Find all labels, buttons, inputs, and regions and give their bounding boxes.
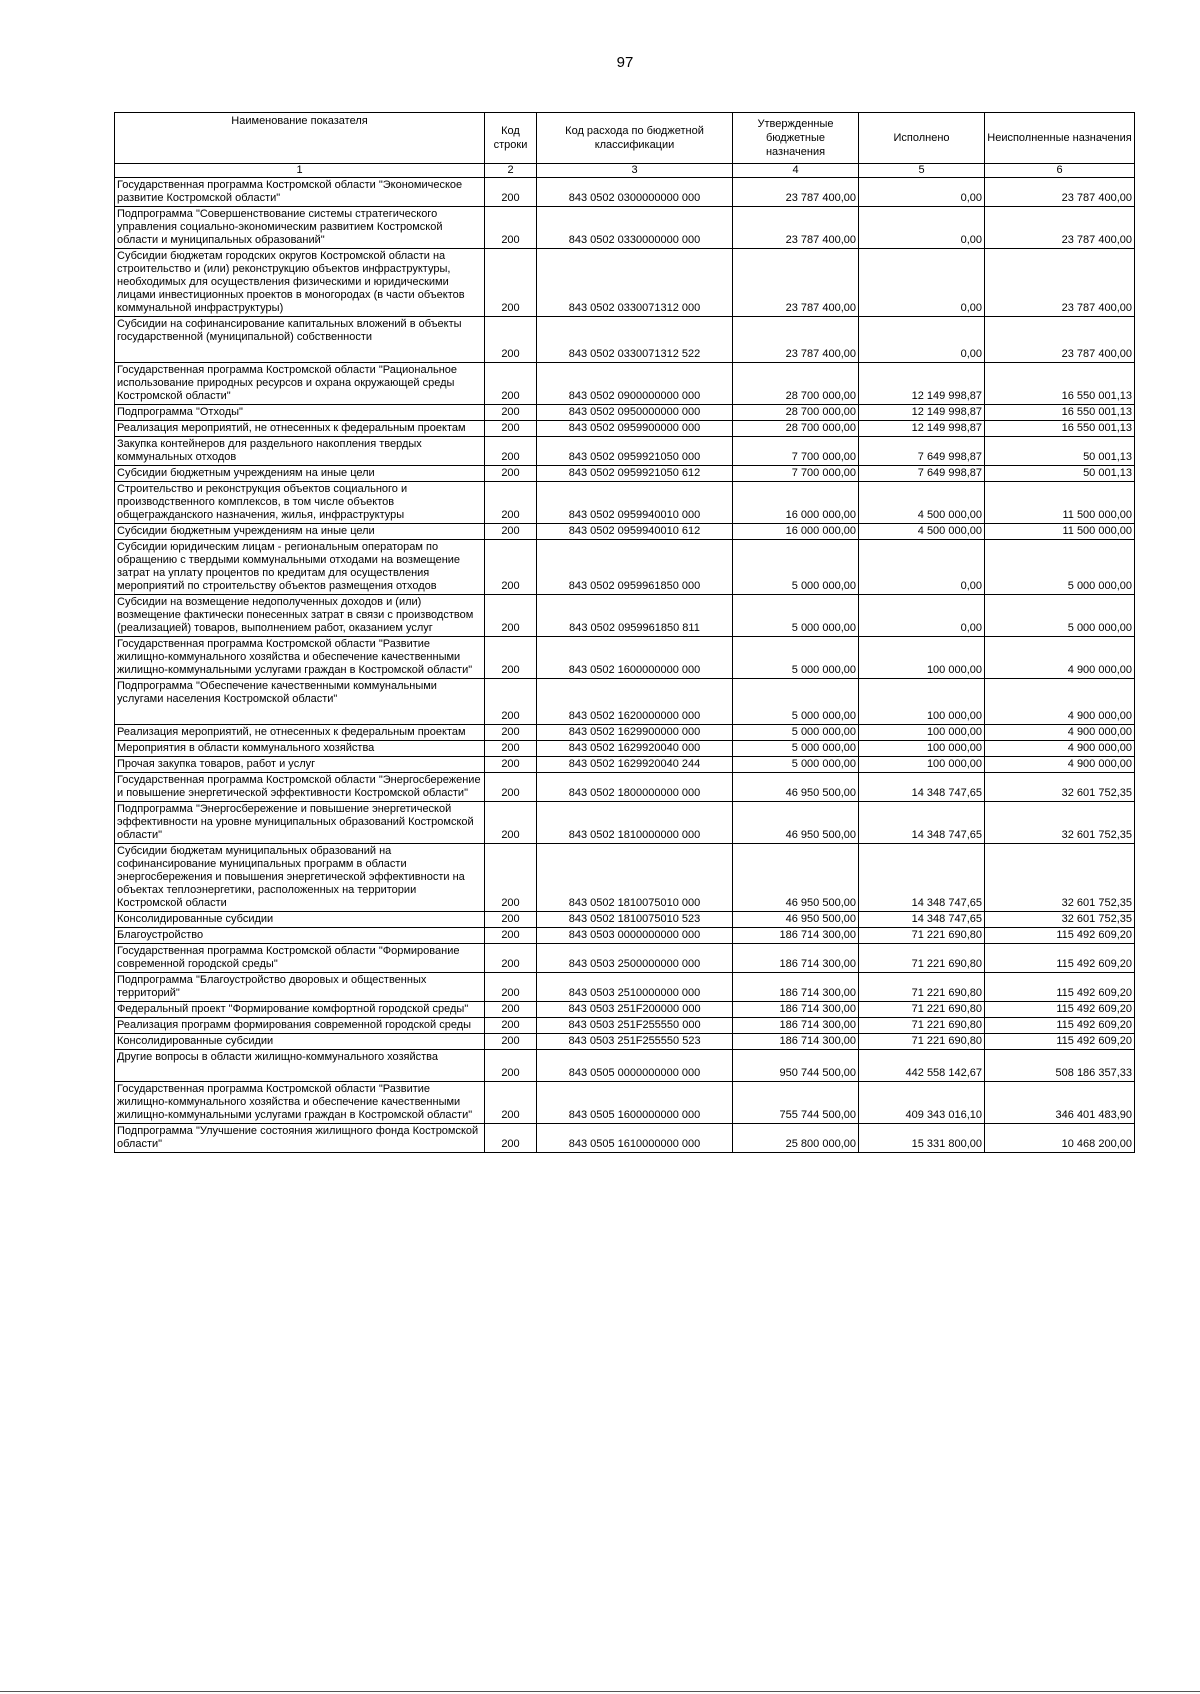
expense-code-cell: 843 0502 0300000000 000 (537, 178, 733, 207)
executed-amount-cell: 71 221 690,80 (859, 1018, 985, 1034)
executed-amount-cell: 0,00 (859, 595, 985, 637)
table-row (115, 637, 1135, 679)
indicator-name-cell: Другие вопросы в области жилищно-коммунального хозяйства (115, 1050, 485, 1082)
line-code-cell: 200 (485, 944, 537, 973)
indicator-name-cell: Субсидии бюджетам городских округов Костромской области на строительство и (или) реконструкцию объектов инфраструктуры, необходимых для осуществления физическими и юридическими лицами инвестиционных проектов в моногородах (в части объектов коммунальной инфраструктуры) (115, 249, 485, 317)
table-row (115, 207, 1135, 249)
unexecuted-amount-cell: 115 492 609,20 (985, 973, 1135, 1002)
page-number: 97 (616, 54, 634, 71)
approved-amount-cell: 16 000 000,00 (733, 524, 859, 540)
table-row (115, 773, 1135, 802)
header-expense-code: Код расхода по бюджетной классификации (537, 113, 733, 164)
table-row (115, 482, 1135, 524)
expense-code-cell: 843 0503 251F255550 000 (537, 1018, 733, 1034)
indicator-name-cell: Строительство и реконструкция объектов социального и производственного комплексов, в том числе объектов общегражданского назначения, жилья, инфраструктуры (115, 482, 485, 524)
page-bottom-rule (0, 1691, 1200, 1692)
unexecuted-amount-cell: 4 900 000,00 (985, 637, 1135, 679)
expense-code-cell: 843 0502 1629920040 244 (537, 757, 733, 773)
table-row (115, 802, 1135, 844)
approved-amount-cell: 46 950 500,00 (733, 844, 859, 912)
table-row (115, 363, 1135, 405)
unexecuted-amount-cell: 346 401 483,90 (985, 1082, 1135, 1124)
table-row (115, 524, 1135, 540)
expense-code-cell: 843 0505 0000000000 000 (537, 1050, 733, 1082)
approved-amount-cell: 5 000 000,00 (733, 679, 859, 725)
indicator-name-cell: Субсидии бюджетным учреждениям на иные цели (115, 466, 485, 482)
line-code-cell: 200 (485, 249, 537, 317)
line-code-cell: 200 (485, 802, 537, 844)
indicator-name-cell: Государственная программа Костромской области "Экономическое развитие Костромской области" (115, 178, 485, 207)
unexecuted-amount-cell: 508 186 357,33 (985, 1050, 1135, 1082)
table-row (115, 466, 1135, 482)
expense-code-cell: 843 0502 0959940010 000 (537, 482, 733, 524)
expense-code-cell: 843 0502 0950000000 000 (537, 405, 733, 421)
indicator-name-cell: Субсидии бюджетным учреждениям на иные цели (115, 524, 485, 540)
unexecuted-amount-cell: 115 492 609,20 (985, 928, 1135, 944)
executed-amount-cell: 0,00 (859, 540, 985, 595)
executed-amount-cell: 12 149 998,87 (859, 405, 985, 421)
indicator-name-cell: Консолидированные субсидии (115, 1034, 485, 1050)
executed-amount-cell: 409 343 016,10 (859, 1082, 985, 1124)
executed-amount-cell: 14 348 747,65 (859, 802, 985, 844)
unexecuted-amount-cell: 23 787 400,00 (985, 178, 1135, 207)
executed-amount-cell: 71 221 690,80 (859, 1034, 985, 1050)
expense-code-cell: 843 0502 1600000000 000 (537, 637, 733, 679)
expense-code-cell: 843 0502 0959921050 000 (537, 437, 733, 466)
expense-code-cell: 843 0502 0959961850 000 (537, 540, 733, 595)
expense-code-cell: 843 0503 251F200000 000 (537, 1002, 733, 1018)
unexecuted-amount-cell: 50 001,13 (985, 437, 1135, 466)
executed-amount-cell: 0,00 (859, 317, 985, 363)
approved-amount-cell: 46 950 500,00 (733, 912, 859, 928)
approved-amount-cell: 5 000 000,00 (733, 595, 859, 637)
table-row (115, 1034, 1135, 1050)
line-code-cell: 200 (485, 741, 537, 757)
executed-amount-cell: 100 000,00 (859, 637, 985, 679)
expense-code-cell: 843 0502 0959940010 612 (537, 524, 733, 540)
approved-amount-cell: 186 714 300,00 (733, 1018, 859, 1034)
expense-code-cell: 843 0502 1800000000 000 (537, 773, 733, 802)
table-row (115, 317, 1135, 363)
unexecuted-amount-cell: 23 787 400,00 (985, 317, 1135, 363)
budget-execution-table (114, 112, 1135, 1153)
line-code-cell: 200 (485, 1082, 537, 1124)
table-row (115, 1124, 1135, 1153)
line-code-cell: 200 (485, 1124, 537, 1153)
line-code-cell: 200 (485, 207, 537, 249)
table-row (115, 741, 1135, 757)
table-row (115, 1050, 1135, 1082)
executed-amount-cell: 4 500 000,00 (859, 524, 985, 540)
unexecuted-amount-cell: 10 468 200,00 (985, 1124, 1135, 1153)
table-row (115, 679, 1135, 725)
approved-amount-cell: 5 000 000,00 (733, 540, 859, 595)
approved-amount-cell: 46 950 500,00 (733, 802, 859, 844)
approved-amount-cell: 28 700 000,00 (733, 421, 859, 437)
indicator-name-cell: Подпрограмма "Отходы" (115, 405, 485, 421)
table-row (115, 1082, 1135, 1124)
expense-code-cell: 843 0503 251F255550 523 (537, 1034, 733, 1050)
line-code-cell: 200 (485, 928, 537, 944)
expense-code-cell: 843 0502 0330071312 000 (537, 249, 733, 317)
line-code-cell: 200 (485, 1018, 537, 1034)
column-number: 3 (537, 164, 733, 178)
executed-amount-cell: 15 331 800,00 (859, 1124, 985, 1153)
table-row (115, 928, 1135, 944)
table-row (115, 844, 1135, 912)
expense-code-cell: 843 0505 1610000000 000 (537, 1124, 733, 1153)
unexecuted-amount-cell: 115 492 609,20 (985, 1034, 1135, 1050)
line-code-cell: 200 (485, 679, 537, 725)
expense-code-cell: 843 0502 1629920040 000 (537, 741, 733, 757)
approved-amount-cell: 23 787 400,00 (733, 207, 859, 249)
unexecuted-amount-cell: 115 492 609,20 (985, 944, 1135, 973)
table-row (115, 595, 1135, 637)
expense-code-cell: 843 0502 1620000000 000 (537, 679, 733, 725)
line-code-cell: 200 (485, 637, 537, 679)
column-number: 5 (859, 164, 985, 178)
indicator-name-cell: Консолидированные субсидии (115, 912, 485, 928)
expense-code-cell: 843 0502 0330000000 000 (537, 207, 733, 249)
expense-code-cell: 843 0502 0330071312 522 (537, 317, 733, 363)
table-row (115, 944, 1135, 973)
indicator-name-cell: Государственная программа Костромской области "Рациональное использование природных ресурсов и охрана окружающей среды Костромской области" (115, 363, 485, 405)
approved-amount-cell: 28 700 000,00 (733, 363, 859, 405)
unexecuted-amount-cell: 32 601 752,35 (985, 773, 1135, 802)
column-number: 2 (485, 164, 537, 178)
line-code-cell: 200 (485, 524, 537, 540)
line-code-cell: 200 (485, 844, 537, 912)
executed-amount-cell: 4 500 000,00 (859, 482, 985, 524)
unexecuted-amount-cell: 115 492 609,20 (985, 1018, 1135, 1034)
executed-amount-cell: 100 000,00 (859, 741, 985, 757)
table-body (115, 178, 1135, 1153)
executed-amount-cell: 0,00 (859, 207, 985, 249)
unexecuted-amount-cell: 16 550 001,13 (985, 421, 1135, 437)
line-code-cell: 200 (485, 1002, 537, 1018)
indicator-name-cell: Мероприятия в области коммунального хозяйства (115, 741, 485, 757)
executed-amount-cell: 100 000,00 (859, 725, 985, 741)
indicator-name-cell: Реализация мероприятий, не отнесенных к федеральным проектам (115, 725, 485, 741)
table-row (115, 1002, 1135, 1018)
unexecuted-amount-cell: 11 500 000,00 (985, 524, 1135, 540)
indicator-name-cell: Федеральный проект "Формирование комфортной городской среды" (115, 1002, 485, 1018)
approved-amount-cell: 5 000 000,00 (733, 637, 859, 679)
expense-code-cell: 843 0502 0959900000 000 (537, 421, 733, 437)
expense-code-cell: 843 0502 1810075010 000 (537, 844, 733, 912)
line-code-cell: 200 (485, 773, 537, 802)
indicator-name-cell: Государственная программа Костромской области "Развитие жилищно-коммунального хозяйства и обеспечение качественными жилищно-коммунальными услугами граждан в Костромской области" (115, 637, 485, 679)
line-code-cell: 200 (485, 912, 537, 928)
indicator-name-cell: Государственная программа Костромской области "Развитие жилищно-коммунального хозяйства и обеспечение качественными жилищно-коммунальными услугами граждан в Костромской области" (115, 1082, 485, 1124)
indicator-name-cell: Прочая закупка товаров, работ и услуг (115, 757, 485, 773)
executed-amount-cell: 71 221 690,80 (859, 928, 985, 944)
indicator-name-cell: Подпрограмма "Совершенствование системы стратегического управления социально-экономическим развитием Костромской области и муниципальных образований" (115, 207, 485, 249)
unexecuted-amount-cell: 4 900 000,00 (985, 725, 1135, 741)
indicator-name-cell: Подпрограмма "Энергосбережение и повышение энергетической эффективности на уровне муниципальных образований Костромской области" (115, 802, 485, 844)
line-code-cell: 200 (485, 595, 537, 637)
header-line-code: Код строки (485, 113, 537, 164)
unexecuted-amount-cell: 4 900 000,00 (985, 679, 1135, 725)
expense-code-cell: 843 0503 2500000000 000 (537, 944, 733, 973)
indicator-name-cell: Субсидии на возмещение недополученных доходов и (или) возмещение фактически понесенных затрат в связи с производством (реализацией) товаров, выполнением работ, оказанием услуг (115, 595, 485, 637)
header-executed: Исполнено (859, 113, 985, 164)
indicator-name-cell: Реализация мероприятий, не отнесенных к федеральным проектам (115, 421, 485, 437)
table-row (115, 405, 1135, 421)
executed-amount-cell: 14 348 747,65 (859, 844, 985, 912)
unexecuted-amount-cell: 5 000 000,00 (985, 540, 1135, 595)
approved-amount-cell: 46 950 500,00 (733, 773, 859, 802)
table-row (115, 725, 1135, 741)
column-number-row (115, 164, 1135, 178)
header-indicator-name: Наименование показателя (115, 113, 485, 164)
line-code-cell: 200 (485, 405, 537, 421)
executed-amount-cell: 100 000,00 (859, 757, 985, 773)
table-row (115, 1018, 1135, 1034)
indicator-name-cell: Государственная программа Костромской области "Формирование современной городской среды" (115, 944, 485, 973)
line-code-cell: 200 (485, 973, 537, 1002)
executed-amount-cell: 12 149 998,87 (859, 421, 985, 437)
table-row (115, 540, 1135, 595)
table-row (115, 912, 1135, 928)
column-number: 4 (733, 164, 859, 178)
header-approved: Утвержденные бюджетные назначения (733, 113, 859, 164)
approved-amount-cell: 5 000 000,00 (733, 741, 859, 757)
executed-amount-cell: 7 649 998,87 (859, 466, 985, 482)
executed-amount-cell: 71 221 690,80 (859, 1002, 985, 1018)
line-code-cell: 200 (485, 540, 537, 595)
executed-amount-cell: 12 149 998,87 (859, 363, 985, 405)
executed-amount-cell: 7 649 998,87 (859, 437, 985, 466)
approved-amount-cell: 23 787 400,00 (733, 317, 859, 363)
executed-amount-cell: 71 221 690,80 (859, 944, 985, 973)
unexecuted-amount-cell: 23 787 400,00 (985, 207, 1135, 249)
approved-amount-cell: 755 744 500,00 (733, 1082, 859, 1124)
unexecuted-amount-cell: 32 601 752,35 (985, 912, 1135, 928)
indicator-name-cell: Государственная программа Костромской области "Энергосбережение и повышение энергетической эффективности Костромской области" (115, 773, 485, 802)
executed-amount-cell: 0,00 (859, 178, 985, 207)
executed-amount-cell: 100 000,00 (859, 679, 985, 725)
expense-code-cell: 843 0505 1600000000 000 (537, 1082, 733, 1124)
indicator-name-cell: Подпрограмма "Улучшение состояния жилищного фонда Костромской области" (115, 1124, 485, 1153)
table-row (115, 757, 1135, 773)
unexecuted-amount-cell: 16 550 001,13 (985, 405, 1135, 421)
line-code-cell: 200 (485, 421, 537, 437)
indicator-name-cell: Благоустройство (115, 928, 485, 944)
unexecuted-amount-cell: 16 550 001,13 (985, 363, 1135, 405)
unexecuted-amount-cell: 50 001,13 (985, 466, 1135, 482)
expense-code-cell: 843 0502 1810000000 000 (537, 802, 733, 844)
approved-amount-cell: 186 714 300,00 (733, 1034, 859, 1050)
approved-amount-cell: 28 700 000,00 (733, 405, 859, 421)
approved-amount-cell: 25 800 000,00 (733, 1124, 859, 1153)
unexecuted-amount-cell: 115 492 609,20 (985, 1002, 1135, 1018)
executed-amount-cell: 442 558 142,67 (859, 1050, 985, 1082)
line-code-cell: 200 (485, 466, 537, 482)
table-row (115, 437, 1135, 466)
unexecuted-amount-cell: 4 900 000,00 (985, 757, 1135, 773)
executed-amount-cell: 71 221 690,80 (859, 973, 985, 1002)
line-code-cell: 200 (485, 363, 537, 405)
approved-amount-cell: 23 787 400,00 (733, 249, 859, 317)
unexecuted-amount-cell: 4 900 000,00 (985, 741, 1135, 757)
executed-amount-cell: 14 348 747,65 (859, 773, 985, 802)
line-code-cell: 200 (485, 178, 537, 207)
header-unexecuted: Неисполненные назначения (985, 113, 1135, 164)
column-number: 1 (115, 164, 485, 178)
approved-amount-cell: 186 714 300,00 (733, 928, 859, 944)
unexecuted-amount-cell: 11 500 000,00 (985, 482, 1135, 524)
indicator-name-cell: Субсидии юридическим лицам - региональным операторам по обращению с твердыми коммунальными отходами на возмещение затрат на уплату процентов по кредитам для осуществления мероприятий по строительству объектов размещения отходов (115, 540, 485, 595)
approved-amount-cell: 7 700 000,00 (733, 466, 859, 482)
approved-amount-cell: 186 714 300,00 (733, 944, 859, 973)
expense-code-cell: 843 0502 1629900000 000 (537, 725, 733, 741)
table-row (115, 421, 1135, 437)
unexecuted-amount-cell: 23 787 400,00 (985, 249, 1135, 317)
approved-amount-cell: 186 714 300,00 (733, 973, 859, 1002)
expense-code-cell: 843 0503 0000000000 000 (537, 928, 733, 944)
line-code-cell: 200 (485, 725, 537, 741)
table-row (115, 973, 1135, 1002)
indicator-name-cell: Субсидии бюджетам муниципальных образований на софинансирование муниципальных программ в области энергосбережения и повышения энергетической эффективности на объектах теплоэнергетики, расположенных на территории Костромской области (115, 844, 485, 912)
expense-code-cell: 843 0502 1810075010 523 (537, 912, 733, 928)
indicator-name-cell: Подпрограмма "Обеспечение качественными коммунальными услугами населения Костромской области" (115, 679, 485, 725)
table-row (115, 178, 1135, 207)
approved-amount-cell: 5 000 000,00 (733, 757, 859, 773)
executed-amount-cell: 14 348 747,65 (859, 912, 985, 928)
expense-code-cell: 843 0502 0959961850 811 (537, 595, 733, 637)
approved-amount-cell: 186 714 300,00 (733, 1002, 859, 1018)
unexecuted-amount-cell: 32 601 752,35 (985, 802, 1135, 844)
line-code-cell: 200 (485, 1050, 537, 1082)
line-code-cell: 200 (485, 437, 537, 466)
approved-amount-cell: 23 787 400,00 (733, 178, 859, 207)
table-row (115, 249, 1135, 317)
approved-amount-cell: 16 000 000,00 (733, 482, 859, 524)
indicator-name-cell: Закупка контейнеров для раздельного накопления твердых коммунальных отходов (115, 437, 485, 466)
line-code-cell: 200 (485, 482, 537, 524)
expense-code-cell: 843 0503 2510000000 000 (537, 973, 733, 1002)
approved-amount-cell: 950 744 500,00 (733, 1050, 859, 1082)
approved-amount-cell: 7 700 000,00 (733, 437, 859, 466)
unexecuted-amount-cell: 32 601 752,35 (985, 844, 1135, 912)
expense-code-cell: 843 0502 0959921050 612 (537, 466, 733, 482)
indicator-name-cell: Реализация программ формирования современной городской среды (115, 1018, 485, 1034)
line-code-cell: 200 (485, 1034, 537, 1050)
column-number: 6 (985, 164, 1135, 178)
table-header-row (115, 113, 1135, 164)
executed-amount-cell: 0,00 (859, 249, 985, 317)
line-code-cell: 200 (485, 757, 537, 773)
line-code-cell: 200 (485, 317, 537, 363)
indicator-name-cell: Субсидии на софинансирование капитальных вложений в объекты государственной (муниципальной) собственности (115, 317, 485, 363)
expense-code-cell: 843 0502 0900000000 000 (537, 363, 733, 405)
indicator-name-cell: Подпрограмма "Благоустройство дворовых и общественных территорий" (115, 973, 485, 1002)
approved-amount-cell: 5 000 000,00 (733, 725, 859, 741)
unexecuted-amount-cell: 5 000 000,00 (985, 595, 1135, 637)
